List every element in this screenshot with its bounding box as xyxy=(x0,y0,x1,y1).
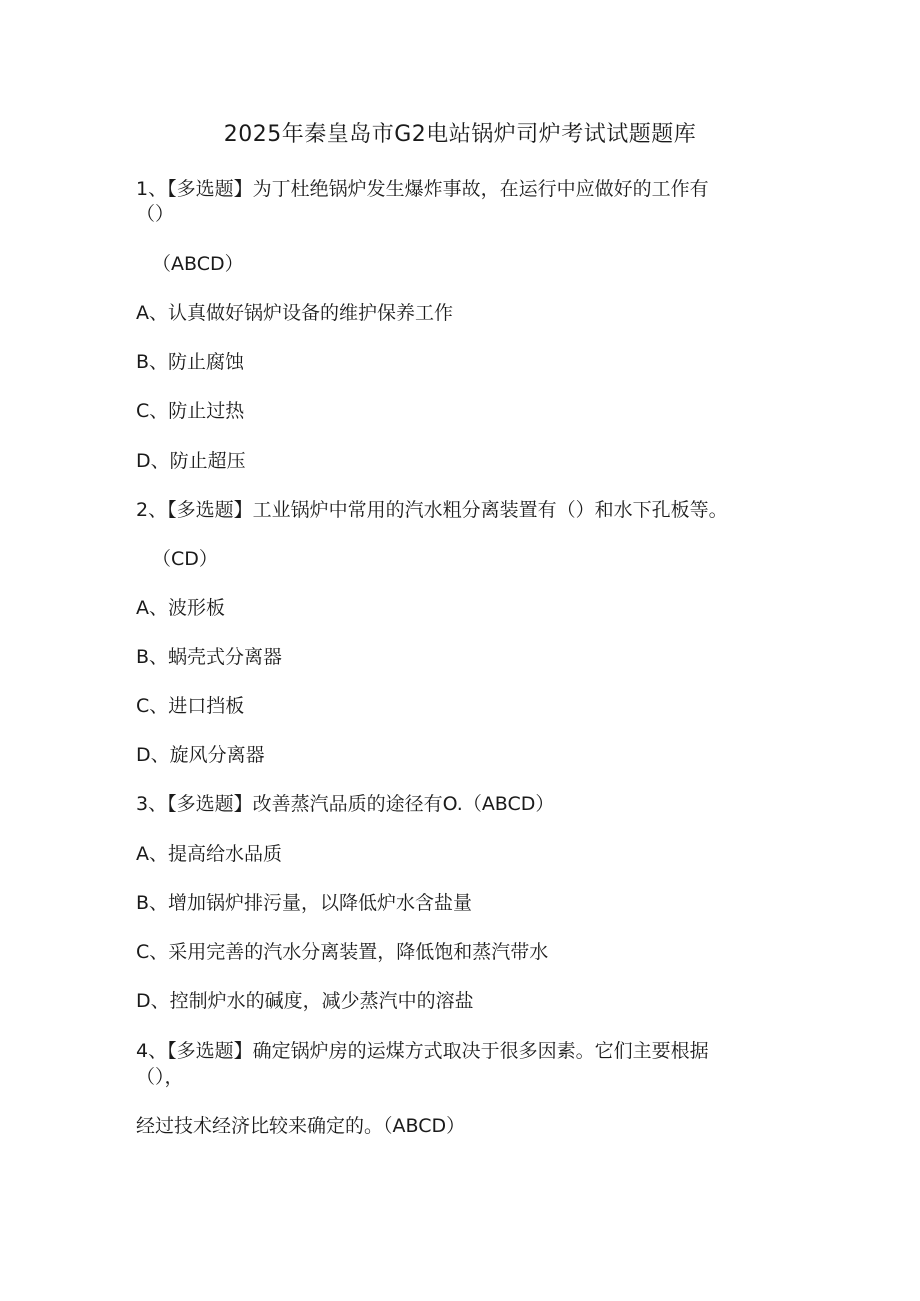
question-1-option-a: A、认真做好锅炉设备的维护保养工作 xyxy=(136,302,453,324)
question-1-stem: 1、【多选题】为丁杜绝锅炉发生爆炸事故，在运行中应做好的工作有 xyxy=(136,178,709,200)
question-4-stem-tail: 经过技术经济比较来确定的。（ABCD） xyxy=(136,1115,466,1137)
question-1-answer: （ABCD） xyxy=(152,253,244,275)
question-2-option-d: D、旋风分离器 xyxy=(136,744,265,766)
question-3-option-b: B、增加锅炉排污量，以降低炉水含盐量 xyxy=(136,892,473,914)
question-2-option-a: A、波形板 xyxy=(136,597,225,619)
question-1-option-c: C、防止过热 xyxy=(136,400,245,422)
question-2-option-c: C、进口挡板 xyxy=(136,695,245,717)
question-2-answer: （CD） xyxy=(152,548,218,570)
question-2-stem: 2、【多选题】工业锅炉中常用的汽水粗分离装置有（）和水下孔板等。 xyxy=(136,499,728,521)
question-1-option-d: D、防止超压 xyxy=(136,450,246,472)
question-3-option-a: A、提高给水品质 xyxy=(136,843,282,865)
question-4-stem-continued: （）， xyxy=(136,1066,184,1088)
question-1-option-b: B、防止腐蚀 xyxy=(136,351,245,373)
question-3-option-d: D、控制炉水的碱度，减少蒸汽中的溶盐 xyxy=(136,990,474,1012)
question-3-stem: 3、【多选题】改善蒸汽品质的途径有O.（ABCD） xyxy=(136,793,555,815)
page-title: 2025年秦皇岛市G2电站锅炉司炉考试试题题库 xyxy=(223,122,697,147)
question-4-stem: 4、【多选题】确定锅炉房的运煤方式取决于很多因素。它们主要根据 xyxy=(136,1040,709,1062)
question-2-option-b: B、蜗壳式分离器 xyxy=(136,646,283,668)
question-1-stem-continued: （） xyxy=(136,203,175,225)
question-3-option-c: C、采用完善的汽水分离装置，降低饱和蒸汽带水 xyxy=(136,941,549,963)
